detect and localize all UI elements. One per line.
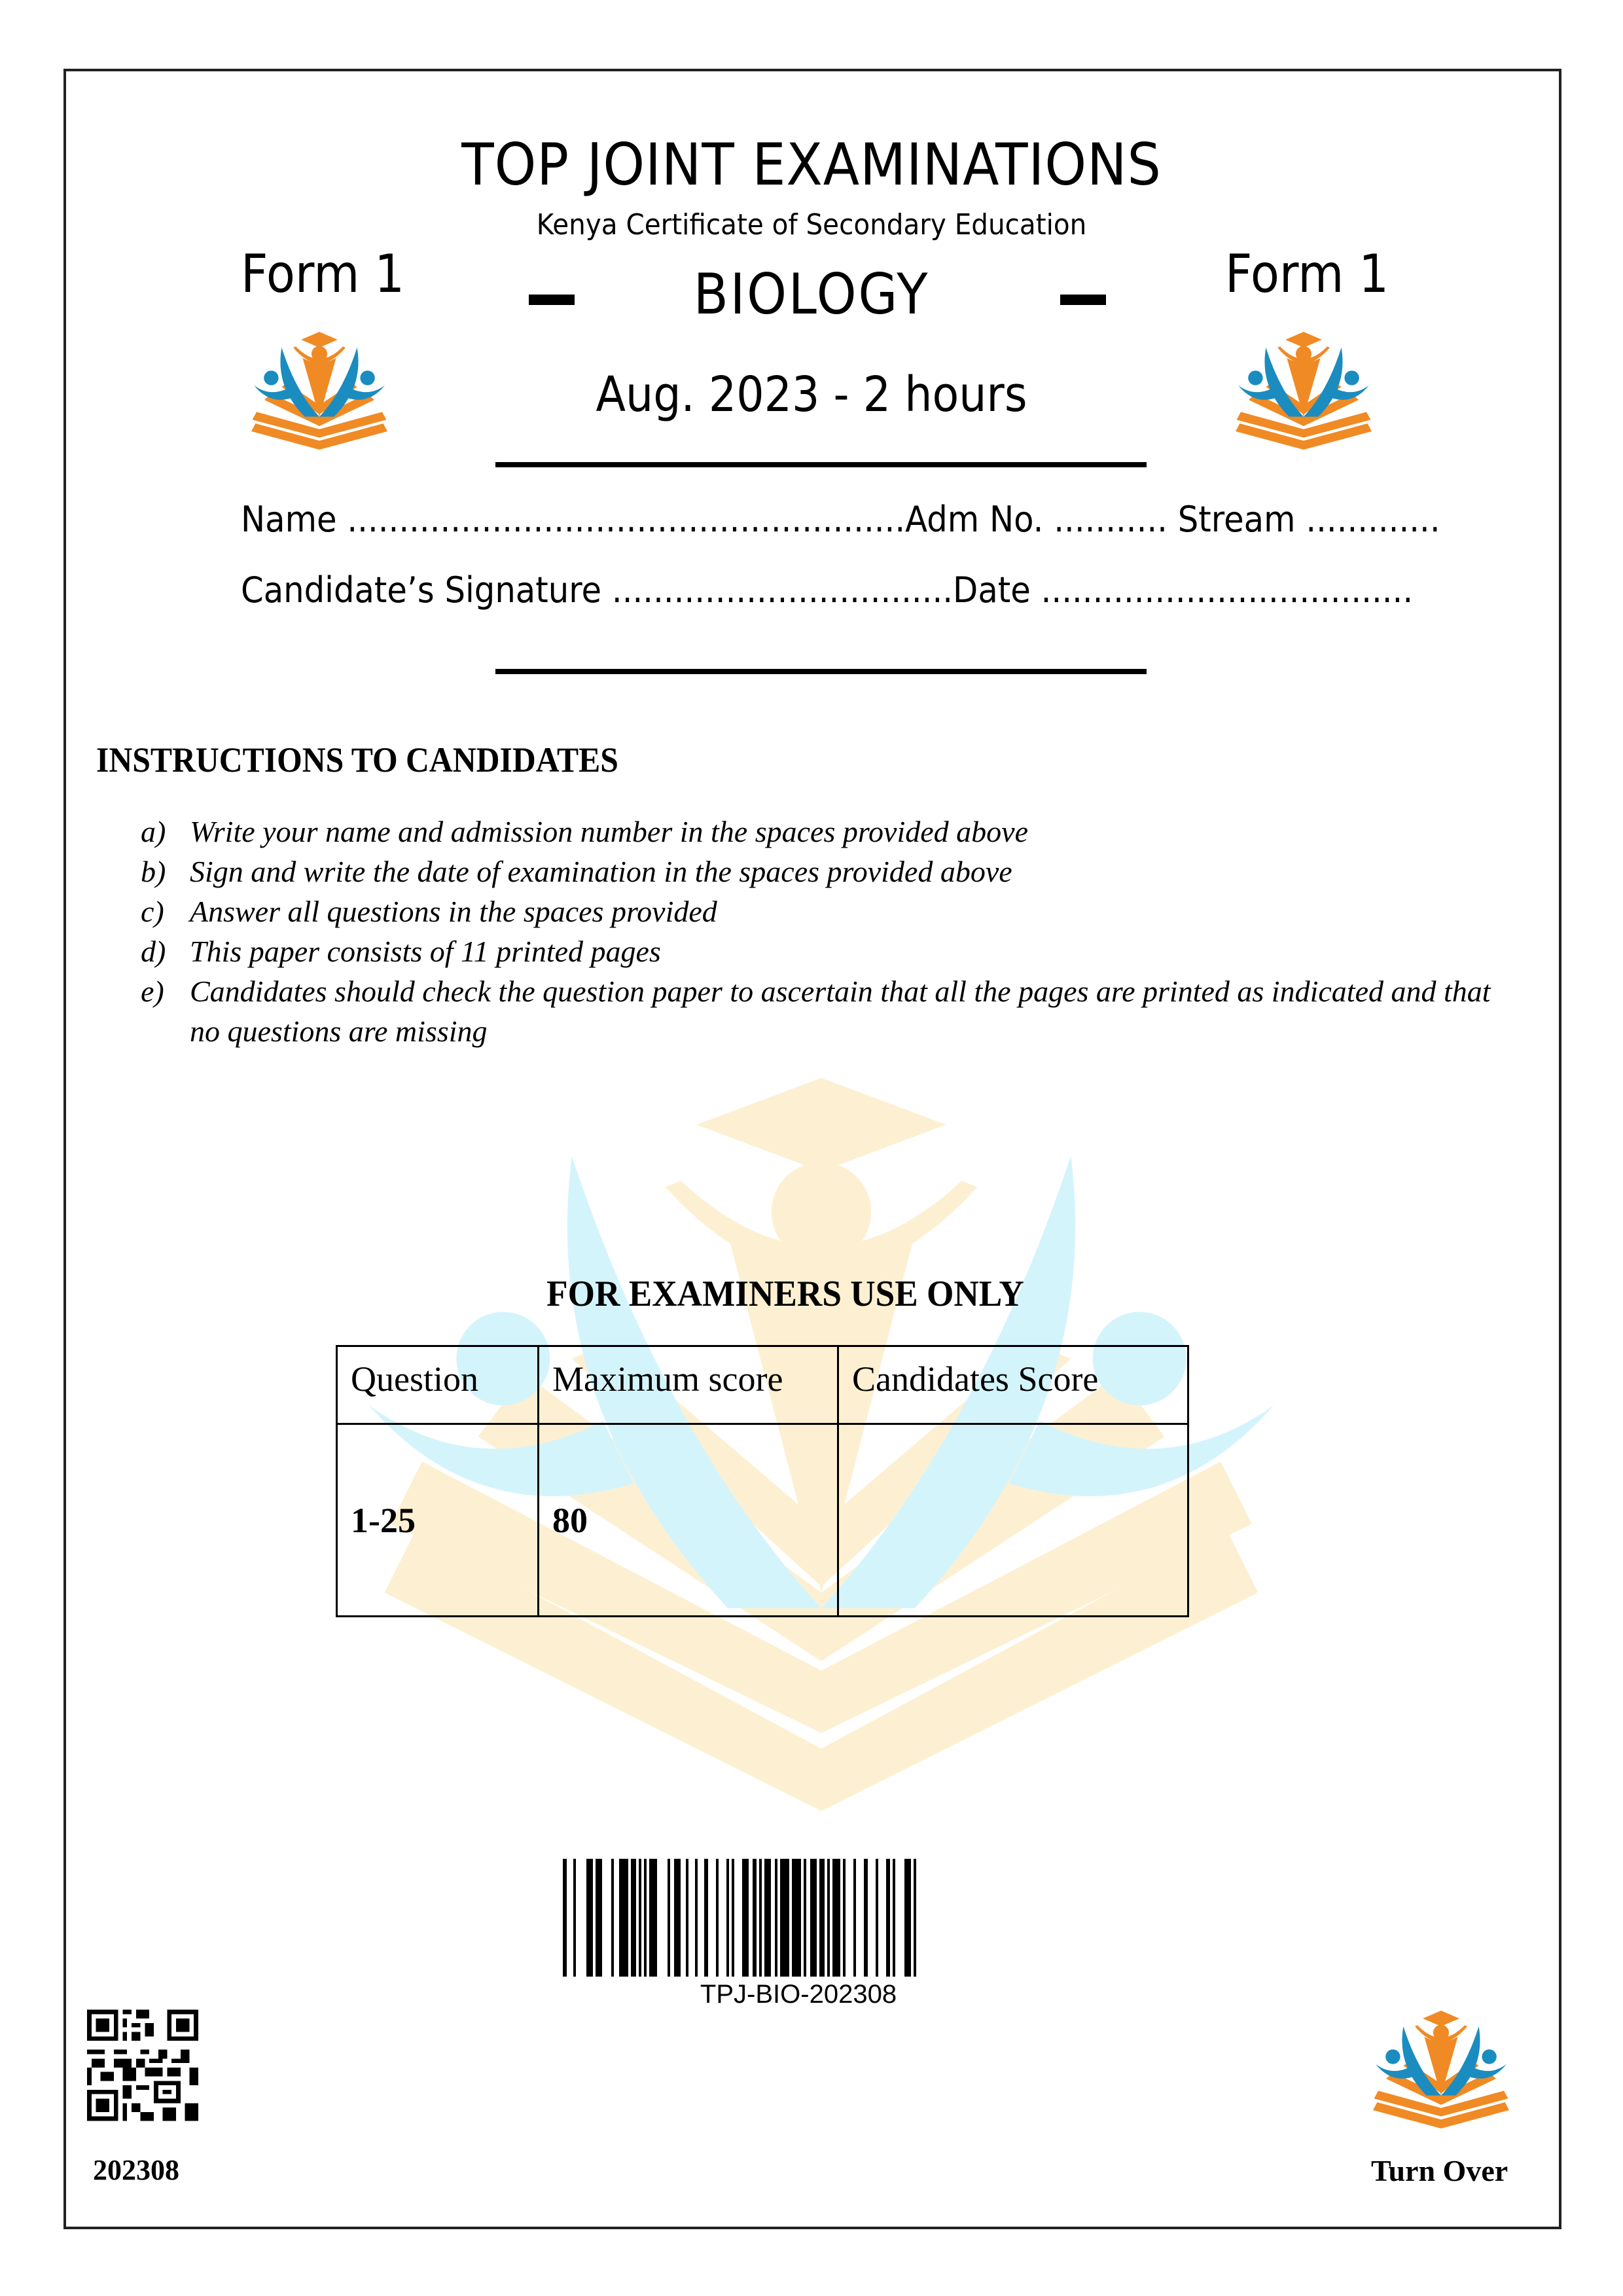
barcode-icon xyxy=(563,1859,1034,1977)
table-row xyxy=(337,1424,1188,1617)
cell-candidate-score[interactable] xyxy=(838,1424,1188,1617)
school-logo-icon xyxy=(241,324,398,455)
exam-session: Aug. 2023 - 2 hours xyxy=(596,367,1027,423)
paper-code: 202308 xyxy=(93,2154,179,2186)
column-header-question: Question xyxy=(337,1346,539,1424)
adm-no-field[interactable]: Adm No. ........... xyxy=(905,499,1168,540)
name-field[interactable]: Name ...................................................... xyxy=(241,499,906,540)
table-header-row xyxy=(337,1346,1188,1424)
stream-field[interactable]: Stream ............. xyxy=(1177,499,1440,540)
instruction-item: d) This paper consists of 11 printed pages xyxy=(141,935,661,968)
instruction-item: c) Answer all questions in the spaces provided xyxy=(141,895,717,928)
qr-code-icon xyxy=(87,2005,198,2126)
column-header-candidate-score: Candidates Score xyxy=(838,1346,1188,1424)
column-header-max-score: Maximum score xyxy=(539,1346,838,1424)
instruction-item: e) Candidates should check the question paper to ascertain that all the pages are printed as indicated and that no questions are missing xyxy=(141,975,1491,1048)
school-logo-icon xyxy=(1225,324,1382,455)
examiners-score-table xyxy=(336,1345,1189,1617)
exam-board-title: TOP JOINT EXAMINATIONS xyxy=(461,131,1162,198)
exam-board-subtitle: Kenya Certificate of Secondary Education xyxy=(536,208,1087,242)
turn-over-label: Turn Over xyxy=(1371,2154,1508,2187)
name-adm-stream-row xyxy=(241,499,1440,540)
instructions-list xyxy=(141,812,1528,1051)
instructions-heading: INSTRUCTIONS TO CANDIDATES xyxy=(96,740,618,780)
examiners-heading: FOR EXAMINERS USE ONLY xyxy=(546,1274,1024,1314)
signature-date-row xyxy=(241,569,1414,611)
subject-title: BIOLOGY xyxy=(693,262,930,327)
header-divider xyxy=(495,462,1147,467)
signature-field[interactable]: Candidate’s Signature ................................. xyxy=(241,569,954,611)
date-field[interactable]: Date .................................... xyxy=(953,569,1414,611)
form-level-right: Form 1 xyxy=(1225,243,1389,304)
cell-max-score: 80 xyxy=(539,1424,838,1617)
school-logo-icon xyxy=(1363,2003,1520,2134)
instruction-item: a) Write your name and admission number in the spaces provided above xyxy=(141,815,1028,848)
form-level-left: Form 1 xyxy=(241,243,405,304)
barcode-text: TPJ-BIO-202308 xyxy=(700,1980,897,2009)
instruction-item: b) Sign and write the date of examination in the spaces provided above xyxy=(141,855,1012,888)
fields-divider xyxy=(495,669,1147,674)
cell-question: 1-25 xyxy=(337,1424,539,1617)
